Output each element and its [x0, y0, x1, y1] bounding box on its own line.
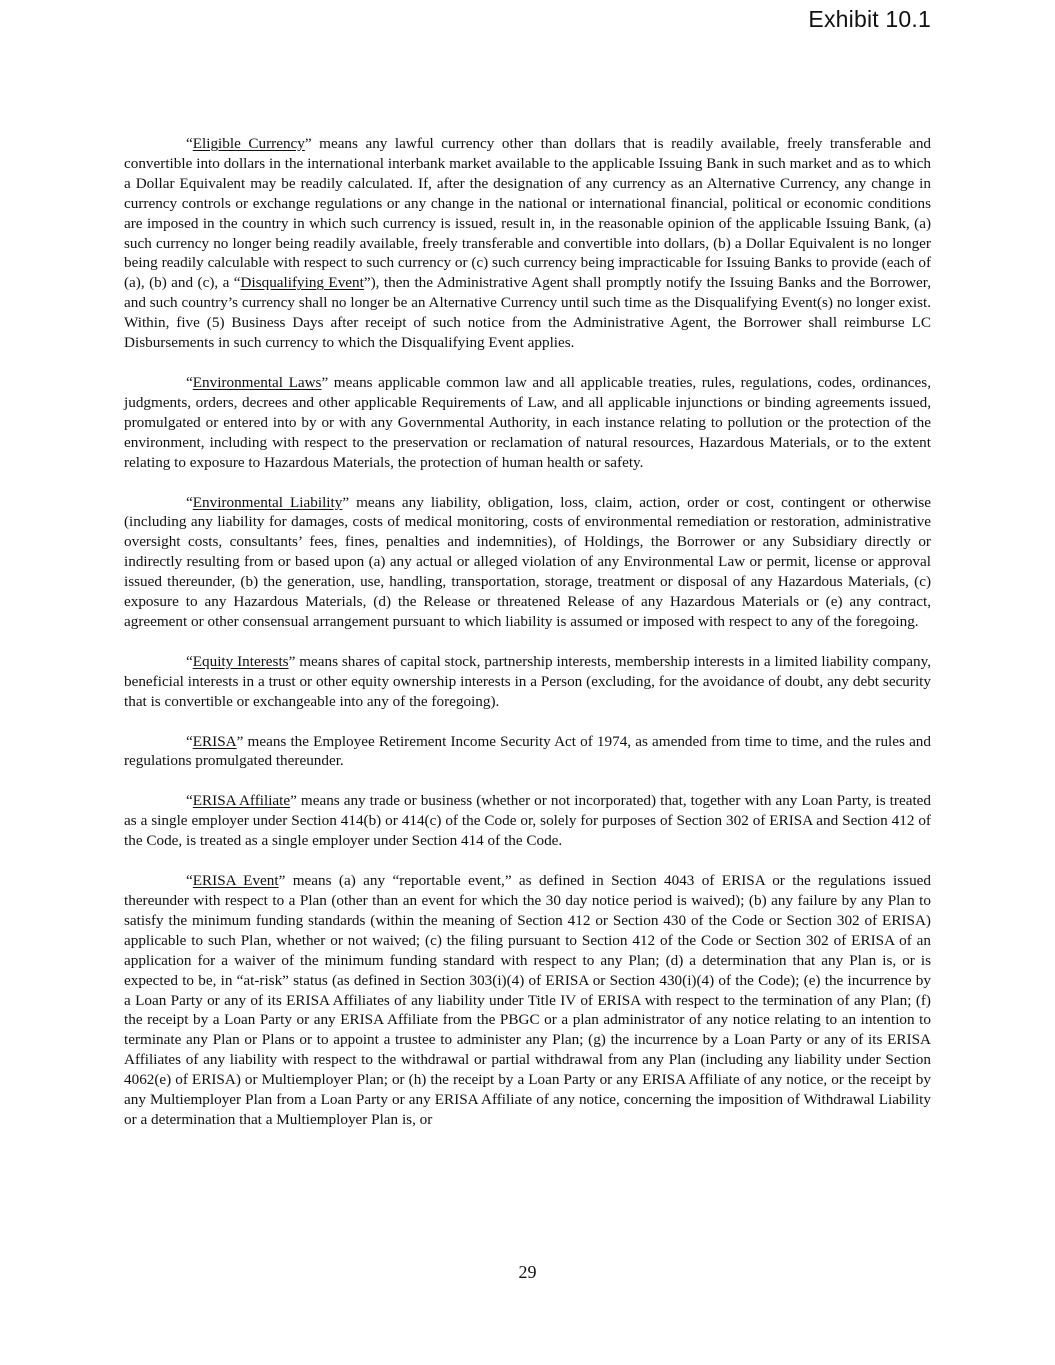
definition-text: ” means (a) any “reportable event,” as defined in Section 4043 of ERISA or the regulations issued thereunder with respect to a Plan (other than an event for which the 30 day notice period is waived); (b) any failure by any Plan to satisfy the minimum funding standards (within the meaning of Section 412 or Section 430 of the Code or Section 302 of ERISA) applicable to such Plan, whether or not waived; (c) the filing pursuant to Section 412 of the Code or Section 302 of ERISA of an application for a waiver of the minimum funding standard with respect to any Plan; (d) a determination that any Plan is, or is expected to be, in “at-risk” status (as defined in Section 303(i)(4) of ERISA or Section 430(i)(4) of the Code); (e) the incurrence by a Loan Party or any of its ERISA Affiliates of any liability under Title IV of ERISA with respect to the termination of any Plan; (f) the receipt by a Loan Party or any ERISA Affiliate from the PBGC or a plan administrator of any notice relating to an intention to terminate any Plan or Plans or to appoint a trustee to administer any Plan; (g) the incurrence by a Loan Party or any of its ERISA Affiliates of any liability with respect to the withdrawal or partial withdrawal from any Plan (including any liability under Section 4062(e) of ERISA) or Multiemployer Plan; or (h) the receipt by a Loan Party or any ERISA Affiliate of any notice, or the receipt by any Multiemployer Plan from a Loan Party or any ERISA Affiliate of any notice, concerning the imposition of Withdrawal Liability or a determination that a Multiemployer Plan is, or: [124, 872, 932, 1128]
definition-eligible-currency: “Eligible Currency” means any lawful currency other than dollars that is readily available, freely transferable and convertible into dollars in the international interbank market available to the applicable Issuing Bank in such market and as to which a Dollar Equivalent may be readily calculated. If, after the designation of any currency as an Alternative Currency, any change in currency controls or exchange regulations or any change in the national or international financial, political or economic conditions are imposed in the country in which such currency is issued, result in, in the reasonable opinion of the applicable Issuing Bank, (a) such currency no longer being readily available, freely transferable and convertible into dollars, (b) a Dollar Equivalent is no longer being readily calculable with respect to such currency or (c) such currency being impracticable for Issuing Banks to provide (each of (a), (b) and (c), a “Disqualifying Event”), then the Administrative Agent shall promptly notify the Issuing Banks and the Borrower, and such country’s currency shall no longer be an Alternative Currency until such time as the Disqualifying Event(s) no longer exist. Within, five (5) Business Days after receipt of such notice from the Administrative Agent, the Borrower shall reimburse LC Disbursements in such currency to which the Disqualifying Event applies.: [124, 135, 932, 352]
defined-term: Disqualifying Event: [240, 274, 364, 292]
definition-environmental-laws: “Environmental Laws” means applicable common law and all applicable treaties, rules, regulations, codes, ordinances, judgments, orders, decrees and other applicable Requirements of Law, and all applicable injunctions or binding agreements issued, promulgated or entered into by or with any Governmental Authority, in each instance relating to pollution or the protection of the environment, including with respect to the preservation or reclamation of natural resources, Hazardous Materials, or to the extent relating to exposure to Hazardous Materials, the protection of human health or safety.: [124, 373, 931, 471]
definition-environmental-liability: “Environmental Liability” means any liability, obligation, loss, claim, action, order or cost, contingent or otherwise (including any liability for damages, costs of medical monitoring, costs of environmental remediation or restoration, administrative oversight costs, consultants’ fees, fines, penalties and indemnities), of Holdings, the Borrower or any Subsidiary directly or indirectly resulting from or based upon (a) any actual or alleged violation of any Environmental Law or permit, license or approval issued thereunder, (b) the generation, use, handling, transportation, storage, treatment or disposal of any Hazardous Materials, (c) exposure to any Hazardous Materials, (d) the Release or threatened Release of any Hazardous Materials or (e) any contract, agreement or other consensual arrangement pursuant to which liability is assumed or imposed with respect to any of the foregoing.: [124, 493, 931, 630]
definition-text: ” means any liability, obligation, loss, claim, action, order or cost, contingent or otherwise (including any liability for damages, costs of medical monitoring, costs of environmental remediation or restoration, administrative oversight costs, consultants’ fees, fines, penalties and indemnities), of Holdings, the Borrower or any Subsidiary directly or indirectly resulting from or based upon (a) any actual or alleged violation of any Environmental Law or permit, license or approval issued thereunder, (b) the generation, use, handling, transportation, storage, treatment or disposal of any Hazardous Materials, (c) exposure to any Hazardous Materials, (d) the Release or threatened Release of any Hazardous Materials or (e) any contract, agreement or other consensual arrangement pursuant to which liability is assumed or imposed with respect to any of the foregoing.: [124, 493, 931, 630]
definition-erisa-event: “ERISA Event” means (a) any “reportable event,” as defined in Section 4043 of ERISA or the regulations issued thereunder with respect to a Plan (other than an event for which the 30 day notice period is waived); (b) any failure by any Plan to satisfy the minimum funding standards (within the meaning of Section 412 or Section 430 of the Code or Section 302 of ERISA) applicable to such Plan, whether or not waived; (c) the filing pursuant to Section 412 of the Code or Section 302 of ERISA of an application for a waiver of the minimum funding standard with respect to any Plan; (d) a determination that any Plan is, or is expected to be, in “at-risk” status (as defined in Section 303(i)(4) of ERISA or Section 430(i)(4) of the Code); (e) the incurrence by a Loan Party or any of its ERISA Affiliates of any liability under Title IV of ERISA with respect to the termination of any Plan; (f) the receipt by a Loan Party or any ERISA Affiliate from the PBGC or a plan administrator of any notice relating to an intention to terminate any Plan or Plans or to appoint a trustee to administer any Plan; (g) the incurrence by a Loan Party or any of its ERISA Affiliates of any liability with respect to the withdrawal or partial withdrawal from any Plan (including any liability under Section 4062(e) of ERISA) or Multiemployer Plan; or (h) the receipt by a Loan Party or any ERISA Affiliate of any notice, or the receipt by any Multiemployer Plan from a Loan Party or any ERISA Affiliate of any notice, concerning the imposition of Withdrawal Liability or a determination that a Multiemployer Plan is, or: [124, 872, 932, 1128]
definition-text: ” means applicable common law and all applicable treaties, rules, regulations, codes, ordinances, judgments, orders, decrees and other applicable Requirements of Law, and all applicable injunctions or binding agreements issued, promulgated or entered into by or with any Governmental Authority, in each instance relating to pollution or the protection of the environment, including with respect to the preservation or reclamation of natural resources, Hazardous Materials, or to the extent relating to exposure to Hazardous Materials, the protection of human health or safety.: [124, 373, 931, 471]
defined-term: Environmental Laws: [192, 373, 322, 391]
definition-text: ”), then the Administrative Agent shall promptly notify the Issuing Banks and the Borrower, and such country’s currency shall no longer be an Alternative Currency until such time as the Disqualifying Event(s) no longer exist. Within, five (5) Business Days after receipt of such notice from the Administrative Agent, the Borrower shall reimburse LC Disbursements in such currency to which the Disqualifying Event applies.: [124, 274, 931, 352]
definition-text: ” means any lawful currency other than dollars that is readily available, freely transferable and convertible into dollars in the international interbank market available to the applicable Issuing Bank in such market and as to which a Dollar Equivalent may be readily calculated. If, after the designation of any currency as an Alternative Currency, any change in currency controls or exchange regulations or any change in the national or international financial, political or economic conditions are imposed in the country in which such currency is issued, result in, in the reasonable opinion of the applicable Issuing Bank, (a) such currency no longer being readily available, freely transferable and convertible into dollars, (b) a Dollar Equivalent is no longer being readily calculable with respect to such currency or (c) such currency being impracticable for Issuing Banks to provide (each of (a), (b) and (c), a “: [124, 135, 932, 292]
defined-term: ERISA: [192, 732, 237, 750]
definition-erisa-affiliate: “ERISA Affiliate” means any trade or business (whether or not incorporated) that, together with any Loan Party, is treated as a single employer under Section 414(b) or 414(c) of the Code or, solely for purposes of Section 302 of ERISA and Section 412 of the Code, is treated as a single employer under Section 414 of the Code.: [124, 792, 931, 850]
document-body: [124, 134, 931, 1150]
exhibit-label: Exhibit 10.1: [808, 6, 931, 32]
definition-text: ” means shares of capital stock, partnership interests, membership interests in a limited liability company, beneficial interests in a trust or other equity ownership interests in a Person (excluding, for the avoidance of doubt, any debt security that is convertible or exchangeable into any of the foregoing).: [124, 652, 931, 710]
defined-term: ERISA Event: [192, 872, 279, 890]
page-number: 29: [518, 1262, 537, 1282]
defined-term: ERISA Affiliate: [192, 792, 291, 810]
definition-text: ” means any trade or business (whether or not incorporated) that, together with any Loan Party, is treated as a single employer under Section 414(b) or 414(c) of the Code or, solely for purposes of Section 302 of ERISA and Section 412 of the Code, is treated as a single employer under Section 414 of the Code.: [124, 792, 931, 850]
defined-term: Eligible Currency: [192, 135, 305, 152]
defined-term: Equity Interests: [192, 652, 289, 670]
definition-text: ” means the Employee Retirement Income Security Act of 1974, as amended from time to time, and the rules and regulations promulgated thereunder.: [124, 732, 931, 770]
defined-term: Environmental Liability: [192, 493, 343, 511]
definition-equity-interests: “Equity Interests” means shares of capital stock, partnership interests, membership interests in a limited liability company, beneficial interests in a trust or other equity ownership interests in a Person (excluding, for the avoidance of doubt, any debt security that is convertible or exchangeable into any of the foregoing).: [124, 652, 931, 710]
definition-erisa: “ERISA” means the Employee Retirement Income Security Act of 1974, as amended from time to time, and the rules and regulations promulgated thereunder.: [124, 732, 931, 770]
